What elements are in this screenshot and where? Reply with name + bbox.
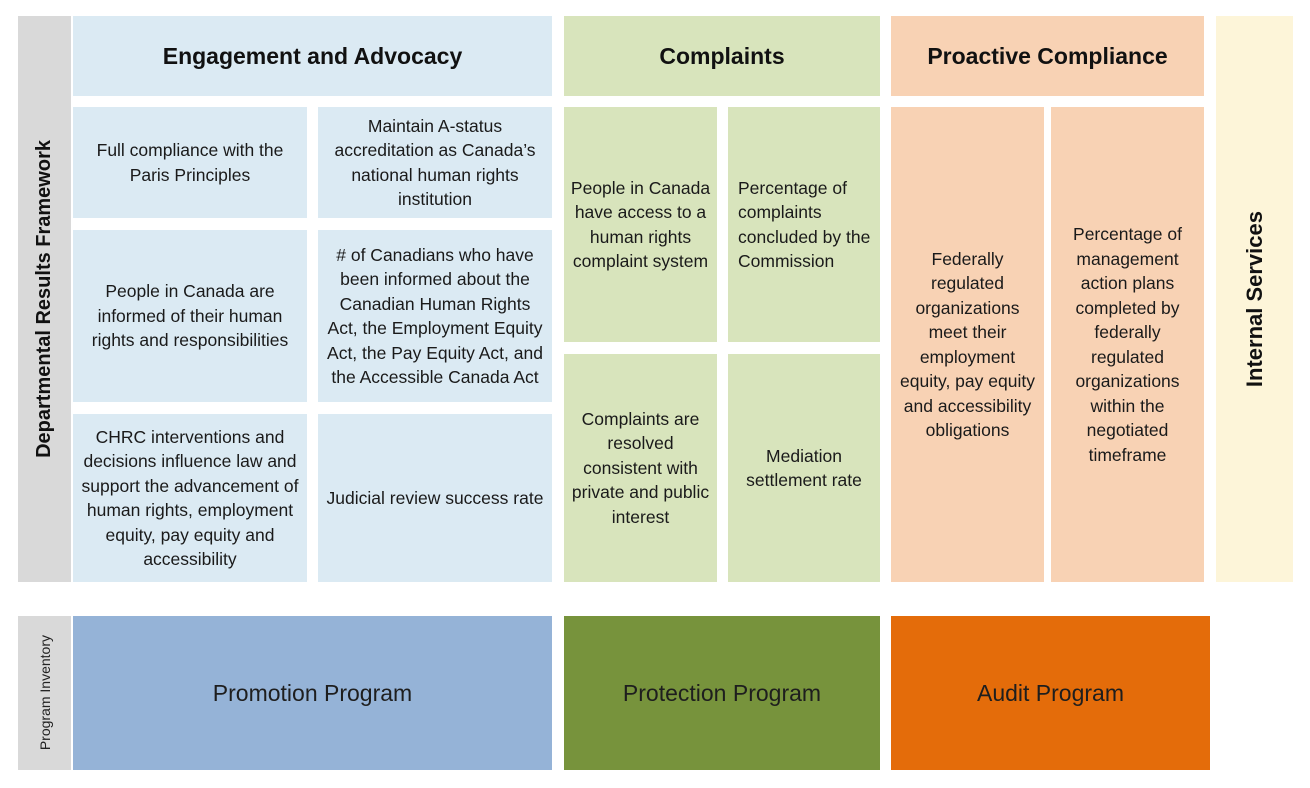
engagement-result-1-text: Full compliance with the Paris Principles [96,140,284,185]
header-engagement-advocacy [73,16,552,96]
engagement-result-2 [73,230,307,402]
complaints-result-1 [564,107,717,342]
audit-program [891,616,1210,770]
promotion-program [73,616,552,770]
complaints-indicator-1-text: Percentage of complaints concluded by the Commission [738,177,871,271]
proactive-result [891,107,1044,582]
proactive-indicator [1051,107,1204,582]
header-proactive-compliance [891,16,1204,96]
complaints-indicator-1 [728,107,880,342]
internal-services [1216,16,1293,582]
engagement-indicator-1 [318,107,552,218]
header-engagement-advocacy-text: Engagement and Advocacy [162,42,463,69]
complaints-indicator-2-text: Mediation settlement rate [746,445,862,490]
header-proactive-compliance-text: Proactive Compliance [927,42,1168,69]
header-complaints [564,16,880,96]
engagement-result-2-text: People in Canada are informed of their human rights and responsibilities [91,281,289,351]
engagement-result-3-text: CHRC interventions and decisions influence law and support the advancement of human rights, employment equity, pay equity and accessibility [81,426,299,569]
framework-side-label-text: Departmental Results Framework [33,140,55,458]
engagement-indicator-3-text: Judicial review success rate [326,487,544,508]
engagement-result-3 [73,414,307,582]
inventory-side-label-text: Program Inventory [36,635,53,751]
engagement-indicator-3 [318,414,552,582]
complaints-result-2-text: Complaints are resolved consistent with private and public interest [571,408,710,527]
header-complaints-text: Complaints [659,42,785,69]
framework-side-label [18,16,71,582]
engagement-indicator-1-text: Maintain A-status accreditation as Canada’s national human rights institution [334,115,536,209]
internal-services-text: Internal Services [1241,210,1267,388]
complaints-indicator-2 [728,354,880,582]
inventory-side-label [18,616,71,770]
protection-program-text: Protection Program [622,679,822,706]
proactive-indicator-text: Percentage of management action plans completed by federally regulated organizations within the negotiated timeframe [1073,224,1182,465]
engagement-indicator-2-text: # of Canadians who have been informed about the Canadian Human Rights Act, the Employment Equity Act, the Pay Equity Act, and the Accessible Canada Act [327,244,543,387]
promotion-program-text: Promotion Program [212,679,413,706]
protection-program [564,616,880,770]
complaints-result-1-text: People in Canada have access to a human rights complaint system [570,177,711,271]
engagement-indicator-2 [318,230,552,402]
audit-program-text: Audit Program [976,679,1124,706]
proactive-result-text: Federally regulated organizations meet their employment equity, pay equity and accessibility obligations [900,248,1035,440]
engagement-result-1 [73,107,307,218]
complaints-result-2 [564,354,717,582]
